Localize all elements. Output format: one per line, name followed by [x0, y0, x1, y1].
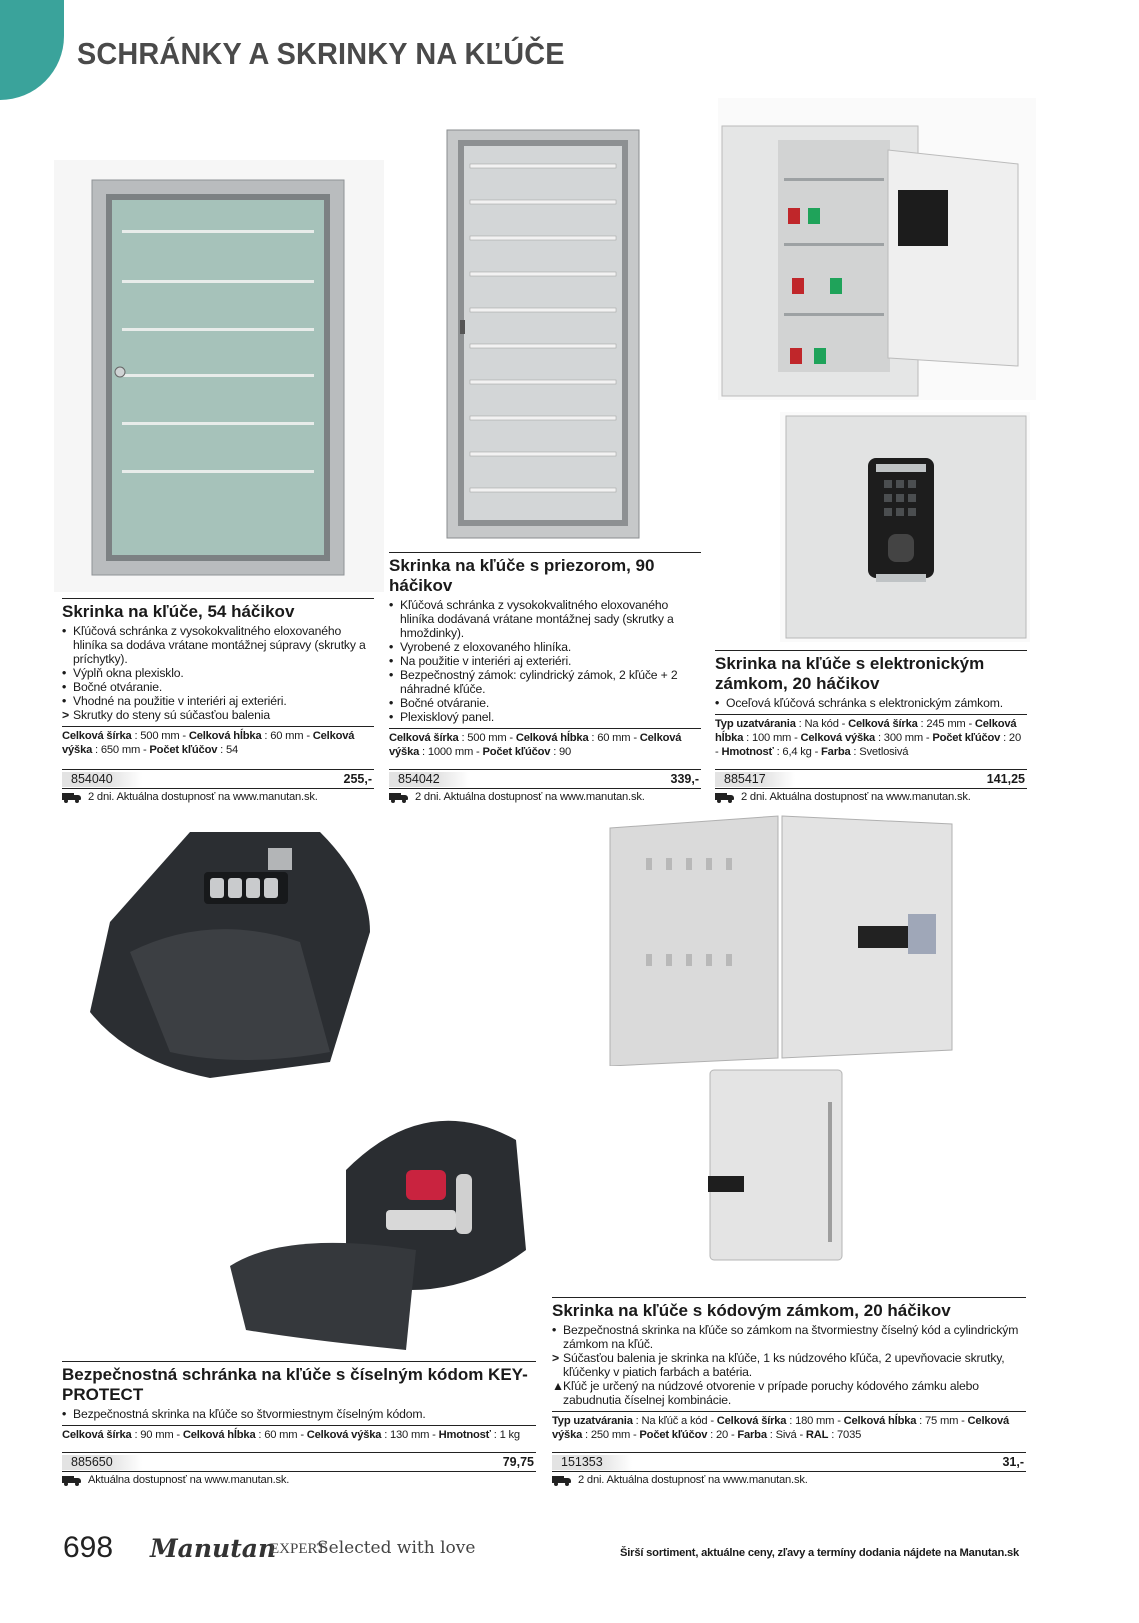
product-title: Skrinka na kľúče s elektronickým zámkom, 20 háčikov — [715, 654, 985, 693]
product-code[interactable]: 885650 — [62, 1455, 142, 1470]
product-title: Bezpečnostná schránka na kľúče s číselným kódom KEY-PROTECT — [62, 1365, 528, 1404]
feature-list — [552, 1323, 1026, 1407]
spec-line: Celková šírka : 500 mm - Celková hĺbka : 60 mm - Celková výška : 650 mm - Počet kľúčov : 54 — [62, 726, 374, 757]
product-image-885650-closed — [70, 812, 390, 1082]
feature-item: • Kľúčová schránka z vysokokvalitného eloxovaného hliníka dodávaná vrátane montážnej sady (skrutky a hmoždinky). — [389, 598, 674, 640]
feature-item: • Oceľová kľúčová schránka s elektronickým zámkom. — [715, 696, 1003, 710]
product-code[interactable]: 854040 — [62, 772, 142, 787]
feature-item: • Vyrobené z eloxovaného hliníka. — [389, 640, 572, 654]
feature-list — [62, 1407, 536, 1421]
product-image-854040 — [54, 160, 384, 592]
price-bar-854042 — [389, 769, 701, 789]
feature-list — [389, 598, 701, 724]
product-image-151353-open — [606, 814, 960, 1066]
spec-line: Celková šírka : 90 mm - Celková hĺbka : 60 mm - Celková výška : 130 mm - Hmotnosť : 1 kg — [62, 1425, 536, 1442]
spec-line: Typ uzatvárania : Na kód - Celková šírka : 245 mm - Celková hĺbka : 100 mm - Celková výška : 300 mm - Počet kľúčov : 20 - Hmotnosť : 6,4 kg - Farba : Svetlosivá — [715, 714, 1027, 759]
corner-accent — [0, 0, 64, 100]
feature-item: • Bočné otváranie. — [389, 696, 490, 710]
product-title: Skrinka na kľúče s priezorom, 90 háčikov — [389, 556, 655, 595]
product-price: 339,- — [670, 772, 699, 786]
feature-list — [62, 624, 374, 722]
product-854040 — [62, 598, 374, 757]
feature-item: ▲Kľúč je určený na núdzové otvorenie v prípade poruchy kódového zámku alebo zabudnutia číselnej kombinácie. — [552, 1379, 979, 1407]
product-price: 31,- — [1002, 1455, 1024, 1469]
availability-854040: 2 dni. Aktuálna dostupnosť na www.manutan.sk. — [62, 791, 318, 803]
product-885417 — [715, 650, 1027, 759]
price-bar-885650 — [62, 1452, 536, 1472]
product-image-885650-open — [226, 1100, 538, 1358]
product-title: Skrinka na kľúče s kódovým zámkom, 20 háčikov — [552, 1301, 951, 1320]
product-151353 — [552, 1297, 1026, 1442]
feature-item: • Výplň okna plexisklo. — [62, 666, 184, 680]
feature-item: • Bezpečnostný zámok: cylindrický zámok, 2 kľúče + 2 náhradné kľúče. — [389, 668, 678, 696]
product-code[interactable]: 151353 — [552, 1455, 632, 1470]
delivery-truck-icon — [552, 1475, 572, 1486]
delivery-truck-icon — [389, 792, 409, 803]
spec-line: Typ uzatvárania : Na kľúč a kód - Celková šírka : 180 mm - Celková hĺbka : 75 mm - Celková výška : 250 mm - Počet kľúčov : 20 - Farba : Sivá - RAL : 7035 — [552, 1411, 1026, 1442]
feature-item: • Bezpečnostná skrinka na kľúče so zámkom na štvormiestny číselný kód a cylindrickým zámkom na kľúč. — [552, 1323, 1019, 1351]
feature-item: • Plexisklový panel. — [389, 710, 495, 724]
availability-885650: Aktuálna dostupnosť na www.manutan.sk. — [62, 1474, 289, 1486]
product-price: 79,75 — [502, 1455, 534, 1469]
feature-item: • Kľúčová schránka z vysokokvalitného eloxovaného hliníka sa dodáva vrátane montážnej súpravy (skrutky a príchytky). — [62, 624, 366, 666]
availability-151353: 2 dni. Aktuálna dostupnosť na www.manutan.sk. — [552, 1474, 808, 1486]
feature-item: • Bočné otváranie. — [62, 680, 163, 694]
feature-item: • Bezpečnostná skrinka na kľúče so štvormiestnym číselným kódom. — [62, 1407, 426, 1421]
feature-item: • Vhodné na použitie v interiéri aj exteriéri. — [62, 694, 287, 708]
delivery-truck-icon — [62, 1475, 82, 1486]
product-code[interactable]: 885417 — [715, 772, 795, 787]
feature-item: > Skrutky do steny sú súčasťou balenia — [62, 708, 270, 722]
product-price: 255,- — [343, 772, 372, 786]
availability-854042: 2 dni. Aktuálna dostupnosť na www.manutan.sk. — [389, 791, 645, 803]
delivery-truck-icon — [715, 792, 735, 803]
page-number: 698 — [63, 1531, 114, 1564]
product-image-885417-open — [718, 98, 1036, 400]
brand-slogan: Selected with love — [317, 1538, 476, 1558]
feature-item: > Súčasťou balenia je skrinka na kľúče, 1 ks núdzového kľúča, 2 upevňovacie skrutky, kľúčenky v piatich farbách a batéria. — [552, 1351, 1005, 1379]
feature-list — [715, 696, 1027, 710]
product-price: 141,25 — [986, 772, 1025, 786]
product-title: Skrinka na kľúče, 54 háčikov — [62, 602, 295, 621]
product-code[interactable]: 854042 — [389, 772, 469, 787]
spec-line: Celková šírka : 500 mm - Celková hĺbka : 60 mm - Celková výška : 1000 mm - Počet kľúčov : 90 — [389, 728, 701, 759]
page-title: SCHRÁNKY A SKRINKY NA KĽÚČE — [77, 36, 565, 71]
brand-sub-logo: EXPERT — [270, 1541, 326, 1557]
price-bar-854040 — [62, 769, 374, 789]
product-image-854042 — [444, 128, 642, 540]
product-885650 — [62, 1361, 536, 1442]
delivery-truck-icon — [62, 792, 82, 803]
brand-logo: Manutan — [150, 1534, 277, 1563]
price-bar-885417 — [715, 769, 1027, 789]
price-bar-151353 — [552, 1452, 1026, 1472]
availability-885417: 2 dni. Aktuálna dostupnosť na www.manutan.sk. — [715, 791, 971, 803]
footer-note: Širší sortiment, aktuálne ceny, zľavy a termíny dodania nájdete na Manutan.sk — [620, 1547, 1020, 1559]
feature-item: • Na použitie v interiéri aj exteriéri. — [389, 654, 572, 668]
product-image-885417-closed — [780, 412, 1030, 642]
product-854042 — [389, 552, 701, 759]
product-image-151353-closed — [704, 1066, 850, 1264]
